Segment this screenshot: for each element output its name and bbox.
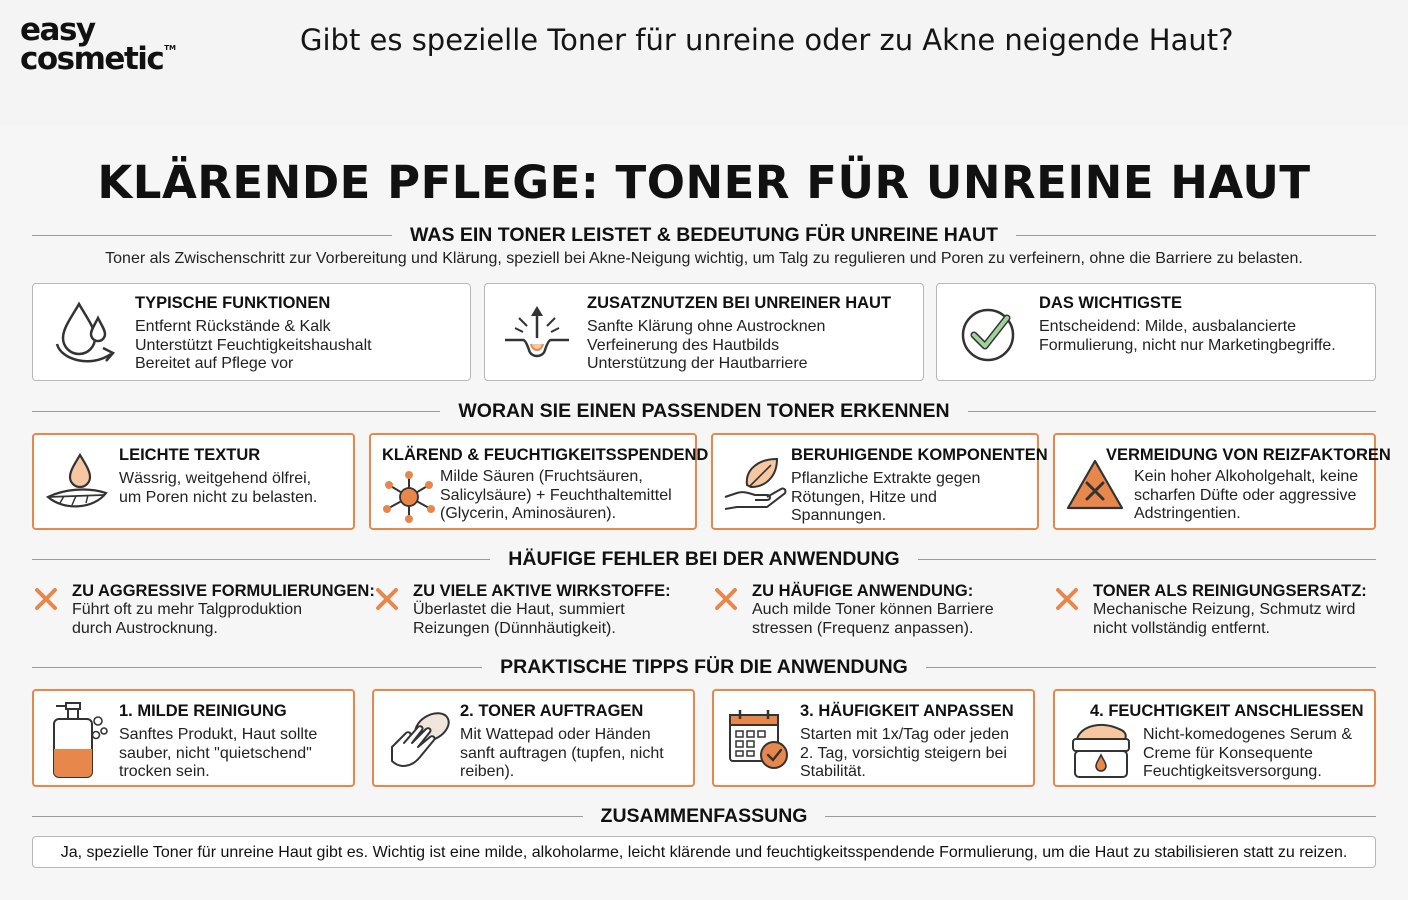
hand-cotton-pad-icon — [386, 705, 456, 775]
card-soothing-components: BERUHIGENDE KOMPONENTEN Pflanzliche Extrakte gegen Rötungen, Hitze und Spannungen. — [711, 433, 1039, 530]
card-clarifying-hydrating: KLÄREND & FEUCHTIGKEITSSPENDEND Milde Säuren (Fruchtsäuren, Salicylsäure) + Feuchthaltemittel (Glycerin, Aminosäuren). — [369, 433, 697, 530]
leaf-hand-icon — [723, 453, 789, 513]
section-heading-mistakes: HÄUFIGE FEHLER BEI DER ANWENDUNG — [32, 548, 1376, 570]
tip-gentle-cleansing: 1. MILDE REINIGUNG Sanftes Produkt, Haut sollte sauber, nicht "quietschend" trocken sein. — [32, 689, 355, 787]
trademark: TM — [164, 43, 177, 52]
calendar-check-icon — [726, 707, 792, 773]
molecule-icon — [381, 469, 437, 525]
tip-adjust-frequency: 3. HÄUFIGKEIT ANPASSEN Starten mit 1x/Tag oder jeden 2. Tag, vorsichtig steigern bei Stabilität. — [712, 689, 1035, 787]
cross-icon — [1054, 586, 1080, 612]
drop-feather-icon — [44, 451, 110, 513]
section-heading-tips: PRAKTISCHE TIPPS FÜR DIE ANWENDUNG — [32, 656, 1376, 678]
summary-text: Ja, spezielle Toner für unreine Haut gibt es. Wichtig ist eine milde, alkoholarme, leicht klärende und feuchtigkeitsspendende Formulierung, um die Haut zu stabilisieren statt zu reizen. — [60, 844, 1348, 861]
section-heading-functions: WAS EIN TONER LEISTET & BEDEUTUNG FÜR UNREINE HAUT — [32, 224, 1376, 246]
card-most-important: DAS WICHTIGSTE Entscheidend: Milde, ausbalancierte Formulierung, nicht nur Marketingbegriffe. — [936, 283, 1376, 381]
water-drops-cycle-icon — [51, 298, 123, 366]
section-heading-recognize: WORAN SIE EINEN PASSENDEN TONER ERKENNEN — [32, 400, 1376, 422]
cross-icon — [713, 586, 739, 612]
infographic: KLÄRENDE PFLEGE: TONER FÜR UNREINE HAUT WAS EIN TONER LEISTET & BEDEUTUNG FÜR UNREINE HAUT Toner als Zwischenschritt zur Vorbereitung und Klärung, speziell bei Akne-Neigung wichtig, um Talg zu regulieren und Poren zu verfeinern, ohne die Barriere zu belasten. TYPISCHE FUNKTIONEN Entfernt Rückstände & Kalk Unterstützt Feuchtigkeitshaushalt Bereitet auf Pflege vor ZUSATZNUTZEN BEI UNREINER HAUT Sanfte Klärung ohne Austrocknen Verfeinerung des Hautbilds Unterstützung der Hautbarriere DAS WICHTIGSTE Entscheidend: Milde, ausbalancierte Formulierung, nicht nur Marketingbegriffe. WORAN SIE EINEN PASSENDEN TONER ERKENNEN LEICHTE TEXTUR Wässrig, weitgehend ölfrei, um Poren nicht zu belasten. KLÄREND & FEUCHTIGKEITSSPENDEND Milde Säuren (Fruchtsäuren, Salicylsäure) + Feuchthaltemittel (Glycerin, Aminosäuren). BERUHIGENDE KOMPONENTEN Pflanzliche Extrakte gegen Rötungen, Hitze und Spannungen. VERMEIDUNG VON REIZFAKTOREN Kein hoher Alkoholgehalt, keine scharfen Düfte oder aggressive Adstringentien. HÄUFIGE FEHLER BEI DER ANWENDUNG ZU AGGRESSIVE FORMULIERUNGEN: Führt oft zu mehr Talgproduktion durch Austrocknung. ZU VIELE AKTIVE WIRKSTOFFE: Überlastet die Haut, summiert Reizungen (Dünnhäutigkeit). ZU HÄUFIGE ANWENDUNG: Auch milde Toner können Barriere stressen (Frequenz anpassen). TONER ALS REINIGUNGSERSATZ: Mechanische Reizung, Schmutz wird nicht vollständig entfernt. PRAKTISCHE TIPPS FÜR DIE ANWENDUNG 1. MILDE REINIGUNG Sanftes Produkt, Haut sollte sauber, nicht "quietschend" trocken sein. 2. TONER AUFTRAGEN Mit Wattepad oder Händen sanft auftragen (tupfen, nicht reiben). 3. HÄUFIGKEIT ANPASSEN Starten mit 1x/Tag oder jeden 2. Tag, vorsichtig steigern bei Stabilität. 4. FEUCHTIGKEIT ANSCHLIESSEN Nicht-komedogenes Serum & Creme für Konsequente Feuchtigkeitsversorgung. ZUSAMMENFASSUNG Ja, spezielle Toner für unreine Haut gibt es. Wichtig ist eine milde, alkoholarme, leicht klärende und feuchtigkeitsspendende Formulierung, um die Haut zu stabilisieren statt zu reizen. — [0, 126, 1408, 900]
infographic-title: KLÄRENDE PFLEGE: TONER FÜR UNREINE HAUT — [97, 156, 1311, 209]
cross-icon — [33, 586, 59, 612]
section-intro: Toner als Zwischenschritt zur Vorbereitung und Klärung, speziell bei Akne-Neigung wichtig, um Talg zu regulieren und Poren zu verfeinern, ohne die Barriere zu belasten. — [105, 250, 1303, 267]
cream-jar-icon — [1069, 719, 1133, 781]
card-added-benefits: ZUSATZNUTZEN BEI UNREINER HAUT Sanfte Klärung ohne Austrocknen Verfeinerung des Hautbilds Unterstützung der Hautbarriere — [484, 283, 924, 381]
card-light-texture: LEICHTE TEXTUR Wässrig, weitgehend ölfrei, um Poren nicht zu belasten. — [32, 433, 355, 530]
card-typical-functions: TYPISCHE FUNKTIONEN Entfernt Rückstände & Kalk Unterstützt Feuchtigkeitshaushalt Bereitet auf Pflege vor — [32, 283, 471, 381]
brand-line-2: cosmetic™ — [20, 40, 177, 77]
section-heading-summary: ZUSAMMENFASSUNG — [32, 805, 1376, 827]
tip-moisturize: 4. FEUCHTIGKEIT ANSCHLIESSEN Nicht-komedogenes Serum & Creme für Konsequente Feuchtigkeitsversorgung. — [1053, 689, 1376, 787]
check-circle-icon — [959, 304, 1019, 364]
brand-line-1: easy — [20, 12, 95, 48]
question-heading: Gibt es spezielle Toner für unreine oder zu Akne neigende Haut? — [300, 23, 1234, 57]
tip-apply-toner: 2. TONER AUFTRAGEN Mit Wattepad oder Händen sanft auftragen (tupfen, nicht reiben). — [372, 689, 695, 787]
brand-logo — [20, 12, 177, 77]
soap-dispenser-icon — [48, 701, 112, 781]
card-avoid-irritants: VERMEIDUNG VON REIZFAKTOREN Kein hoher Alkoholgehalt, keine scharfen Düfte oder aggressive Adstringentien. — [1053, 433, 1376, 530]
summary-box — [32, 836, 1376, 868]
cross-icon — [374, 586, 400, 612]
pore-icon — [501, 300, 573, 366]
warning-triangle-icon — [1065, 457, 1125, 513]
